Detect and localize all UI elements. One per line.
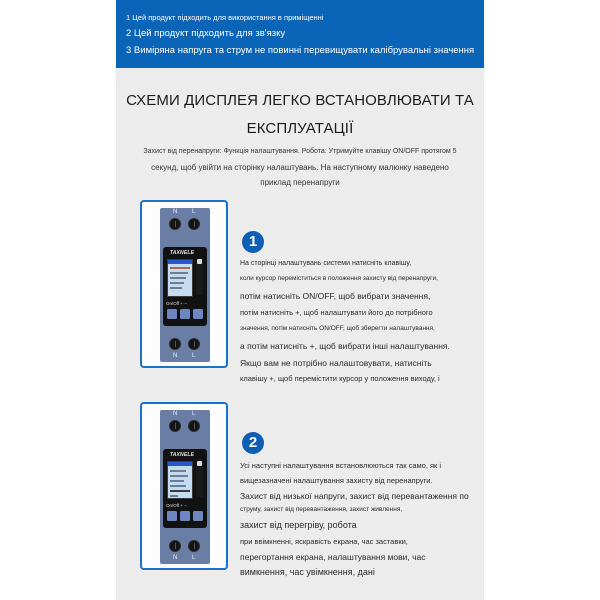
step-number-2-icon: 2 bbox=[242, 432, 264, 454]
intro-line-1: Захист від перенапруги: Функція налаштування. Робота: Утримуйте клавішу ON/OFF протягом 5 bbox=[143, 148, 457, 155]
button-labels: On/Off + − bbox=[166, 301, 187, 306]
plus-key bbox=[180, 309, 190, 319]
banner-line-1: 1 Цей продукт підходить для використання в приміщенні bbox=[126, 13, 324, 22]
terminal-label-l: L bbox=[192, 411, 196, 417]
brand-logo: TAXNELE bbox=[169, 452, 195, 458]
step2-line: струму, захист від перевантаження, захист живлення, bbox=[240, 506, 403, 513]
meter-panel bbox=[163, 247, 207, 326]
minus-key bbox=[193, 511, 203, 521]
device-image-2 bbox=[140, 402, 228, 570]
step1-line: а потім натисніть +, щоб вибрати інші налаштування. bbox=[240, 341, 450, 351]
meter-panel bbox=[163, 449, 207, 528]
terminal-label-l: L bbox=[192, 555, 196, 561]
terminal-screw-icon bbox=[188, 218, 200, 230]
step2-line: Усі наступні налаштування встановлюються так само, як і bbox=[240, 461, 442, 470]
step1-line: На сторінці налаштувань системи натисніть клавішу, bbox=[240, 260, 412, 267]
lcd-screen bbox=[167, 259, 193, 297]
terminal-label-l: L bbox=[192, 353, 196, 359]
page-title-line-2: ЕКСПЛУАТАЦІЇ bbox=[246, 120, 354, 137]
step1-line: потім натисніть ON/OFF, щоб вибрати значення, bbox=[240, 291, 431, 301]
din-rail-meter bbox=[160, 208, 210, 362]
button-labels: On/Off + − bbox=[166, 503, 187, 508]
terminal-screw-icon bbox=[169, 218, 181, 230]
terminal-screw-icon bbox=[188, 540, 200, 552]
banner-line-2: 2 Цей продукт підходить для зв'язку bbox=[126, 28, 286, 39]
terminal-screw-icon bbox=[188, 420, 200, 432]
on-off-key bbox=[167, 511, 177, 521]
terminal-screw-icon bbox=[169, 540, 181, 552]
step1-line: потім натисніть +, щоб налаштувати його до потрібного bbox=[240, 308, 433, 317]
terminal-label-n: N bbox=[173, 209, 178, 215]
brand-logo: TAXNELE bbox=[169, 250, 195, 256]
step2-line: вимкнення, час увімкнення, дані bbox=[240, 567, 375, 577]
step2-line: при ввімкненні, яскравість екрана, час заставки, bbox=[240, 537, 408, 546]
step1-line: клавішу +, щоб перемістити курсор у положення виходу, і bbox=[240, 374, 440, 383]
terminal-screw-icon bbox=[188, 338, 200, 350]
page-title-line-1: СХЕМИ ДИСПЛЕЯ ЛЕГКО ВСТАНОВЛЮВАТИ ТА bbox=[126, 92, 474, 109]
intro-line-2: секунд, щоб увійти на сторінку налаштувань. На наступному малюнку наведено bbox=[151, 163, 449, 172]
side-label bbox=[196, 259, 203, 295]
minus-key bbox=[193, 309, 203, 319]
step1-line: коли курсор переміститься в положення захисту від перенапруги, bbox=[240, 275, 438, 282]
step1-line: значення, потім натисніть ON/OFF, щоб зберегти налаштування, bbox=[240, 325, 435, 332]
side-label bbox=[196, 461, 203, 497]
device-image-1 bbox=[140, 200, 228, 368]
din-rail-meter bbox=[160, 410, 210, 564]
terminal-label-n: N bbox=[173, 353, 178, 359]
step1-line: Якщо вам не потрібно налаштовувати, натисніть bbox=[240, 358, 432, 368]
product-page bbox=[116, 0, 484, 600]
info-banner bbox=[116, 0, 484, 68]
terminal-label-l: L bbox=[192, 209, 196, 215]
on-off-key bbox=[167, 309, 177, 319]
step-number-1-icon: 1 bbox=[242, 231, 264, 253]
banner-line-3: 3 Виміряна напруга та струм не повинні перевищувати калібрувальні значення bbox=[126, 45, 475, 56]
terminal-label-n: N bbox=[173, 555, 178, 561]
step2-line: Захист від низької напруги, захист від перевантаження по bbox=[240, 491, 469, 501]
intro-line-3: приклад перенапруги bbox=[260, 178, 340, 187]
terminal-label-n: N bbox=[173, 411, 178, 417]
plus-key bbox=[180, 511, 190, 521]
step2-line: перегортання екрана, налаштування мови, час bbox=[240, 552, 426, 562]
terminal-screw-icon bbox=[169, 338, 181, 350]
step2-line: захист від перегріву, робота bbox=[240, 520, 357, 530]
terminal-screw-icon bbox=[169, 420, 181, 432]
lcd-screen bbox=[167, 461, 193, 499]
step2-line: вищезазначені налаштування захисту від перенапруги. bbox=[240, 476, 433, 485]
